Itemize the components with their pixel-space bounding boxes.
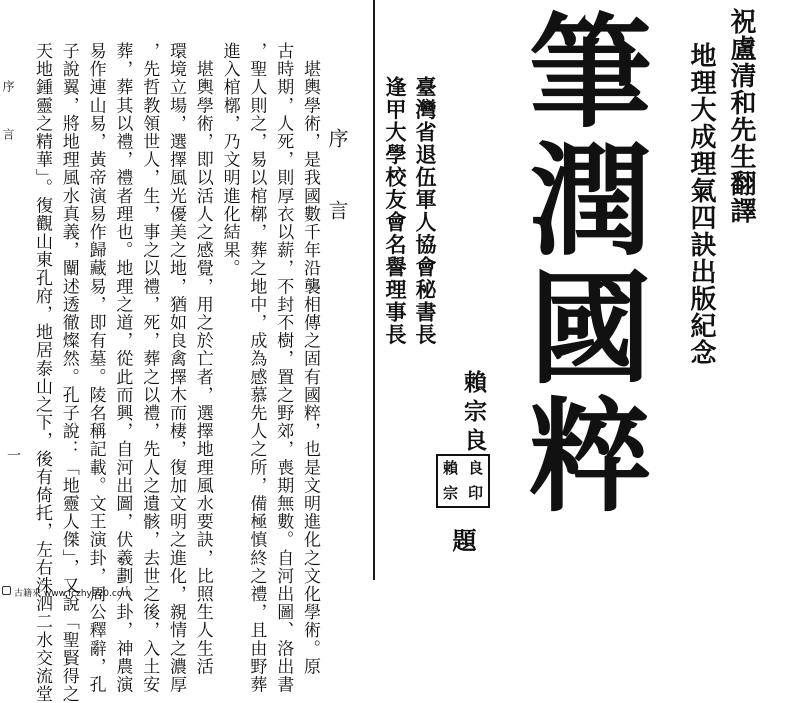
body-column: 子說翼，將地理風水真義，闡述透徹燦然。孔子說：「地靈人傑」，又說「聖賢得之: [58, 42, 79, 703]
inscription: 題: [448, 528, 477, 552]
body-column: 古時期，人死，則厚衣以薪，不封不樹，置之野郊，喪期無數。自河出圖、洛出書: [273, 42, 294, 694]
presenter-name: 賴宗良: [460, 370, 487, 457]
presenter-title: 逢甲大學校友會名譽理事長: [383, 76, 408, 346]
body-column: 進入棺槨，乃文明進化結果。: [219, 42, 240, 278]
body-column: 堪輿學術，是我國數千年沿襲相傳之固有國粹，也是文明進化之文化學術。原: [300, 42, 320, 676]
dedication-line: 祝盧清和先生翻譯: [726, 8, 756, 224]
dedication-line: 地理大成理氣四訣出版紀念: [686, 42, 716, 366]
footer-text: 古籍來 www.fczhy920.com: [14, 589, 132, 599]
page-gutter: [373, 0, 375, 580]
preface-heading: 序 言: [325, 128, 349, 236]
body-column: 易作連山易，黃帝演易作歸藏易，即有墓。陵名稱記載。文王演卦，周公釋辭，孔: [85, 42, 106, 694]
body-column: 堪輿學術，即以活人之感覺，用之於亡者，選擇地理風水要訣，比照生人生活: [192, 42, 213, 676]
presenter-title: 臺灣省退伍軍人協會秘書長: [413, 76, 438, 346]
calligraphy-title: 筆潤國粹: [509, 8, 653, 520]
seal-char: 宗: [442, 484, 458, 502]
page-number: 一: [5, 448, 21, 462]
seal-char: 良: [467, 459, 483, 477]
seal-char: 印: [467, 484, 483, 502]
body-column: ，聖人則之，易以棺槨，葬之地中，成為感慕先人之所，備極慎終之禮，且由野葬: [246, 42, 267, 694]
body-column: 環境立場，選擇風光優美之地，猶如良禽擇木而棲，復加文明之進化，親情之濃厚: [166, 42, 186, 694]
seal-char: 賴: [442, 459, 458, 477]
running-head: 序 言: [1, 80, 15, 152]
body-column: 葬，葬其以禮，禮者理也。地理之道，從此而興，自河出圖，伏羲劃八卦，神農演: [112, 42, 133, 694]
body-column: ，先哲教領世人，生，事之以禮，死，葬之以禮，先人之遺骸，去世之後，入土安: [139, 42, 160, 694]
footer-logo-icon: [2, 586, 11, 595]
body-column: 天地鍾靈之精華」。復觀山東孔府，地居泰山之下，後有倚托，左右洙泗二水交流堂: [32, 42, 52, 703]
site-footer: [0, 582, 793, 601]
name-seal: [436, 454, 490, 508]
